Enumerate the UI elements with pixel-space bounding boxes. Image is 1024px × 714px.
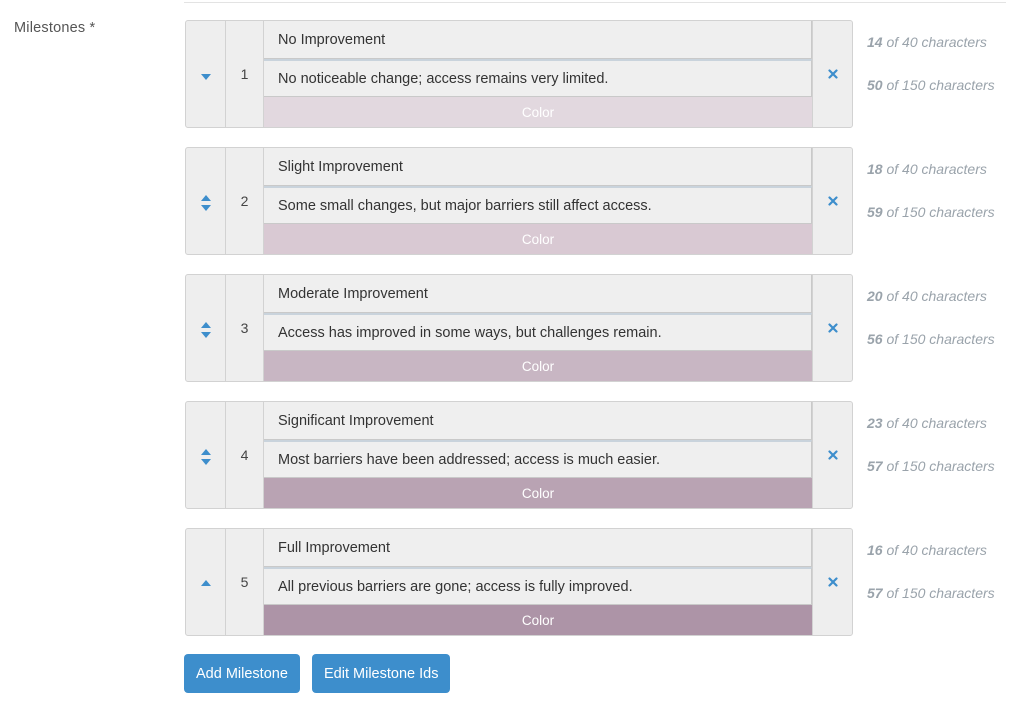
move-handle[interactable]: [186, 148, 226, 254]
title-char-counter: 18 of 40 characters: [867, 161, 987, 177]
remove-milestone-button[interactable]: [812, 21, 852, 127]
milestone-row: [185, 401, 853, 509]
milestone-number: 2: [226, 148, 264, 254]
milestone-number: 1: [226, 21, 264, 127]
move-handle[interactable]: [186, 275, 226, 381]
move-handle[interactable]: [186, 402, 226, 508]
close-icon: [828, 196, 838, 206]
move-down-icon[interactable]: [200, 66, 212, 86]
remove-milestone-button[interactable]: [812, 402, 852, 508]
move-handle[interactable]: [186, 529, 226, 635]
milestone-color-picker[interactable]: Color: [264, 224, 812, 254]
close-icon: [828, 450, 838, 460]
milestone-color-picker[interactable]: Color: [264, 478, 812, 508]
sort-arrows-icon[interactable]: [200, 320, 212, 340]
description-char-counter: 57 of 150 characters: [867, 585, 995, 601]
description-char-counter: 57 of 150 characters: [867, 458, 995, 474]
description-char-counter: 50 of 150 characters: [867, 77, 995, 93]
move-up-icon[interactable]: [200, 574, 212, 594]
milestones-label: Milestones *: [14, 20, 96, 36]
milestone-description-input[interactable]: [264, 313, 812, 351]
title-char-counter: 20 of 40 characters: [867, 288, 987, 304]
milestone-color-picker[interactable]: Color: [264, 605, 812, 635]
milestone-number: 4: [226, 402, 264, 508]
milestone-row: [185, 20, 853, 128]
milestone-title-input[interactable]: [264, 21, 812, 59]
title-char-counter: 23 of 40 characters: [867, 415, 987, 431]
milestone-title-input[interactable]: [264, 402, 812, 440]
title-char-counter: 14 of 40 characters: [867, 34, 987, 50]
sort-arrows-icon[interactable]: [200, 447, 212, 467]
close-icon: [828, 577, 838, 587]
edit-milestone-ids-button[interactable]: Edit Milestone Ids: [312, 654, 450, 693]
sort-arrows-icon[interactable]: [200, 193, 212, 213]
top-divider: [184, 2, 1006, 3]
milestone-number: 3: [226, 275, 264, 381]
close-icon: [828, 69, 838, 79]
milestone-description-input[interactable]: [264, 567, 812, 605]
description-char-counter: 56 of 150 characters: [867, 331, 995, 347]
milestone-row: [185, 274, 853, 382]
milestone-title-input[interactable]: [264, 148, 812, 186]
milestone-row: [185, 528, 853, 636]
description-char-counter: 59 of 150 characters: [867, 204, 995, 220]
title-char-counter: 16 of 40 characters: [867, 542, 987, 558]
milestone-row: [185, 147, 853, 255]
milestone-title-input[interactable]: [264, 275, 812, 313]
remove-milestone-button[interactable]: [812, 275, 852, 381]
milestone-title-input[interactable]: [264, 529, 812, 567]
milestone-color-picker[interactable]: Color: [264, 97, 812, 127]
move-handle[interactable]: [186, 21, 226, 127]
milestone-color-picker[interactable]: Color: [264, 351, 812, 381]
add-milestone-button[interactable]: Add Milestone: [184, 654, 300, 693]
milestone-number: 5: [226, 529, 264, 635]
milestone-description-input[interactable]: [264, 59, 812, 97]
remove-milestone-button[interactable]: [812, 529, 852, 635]
remove-milestone-button[interactable]: [812, 148, 852, 254]
milestone-description-input[interactable]: [264, 186, 812, 224]
milestone-description-input[interactable]: [264, 440, 812, 478]
close-icon: [828, 323, 838, 333]
